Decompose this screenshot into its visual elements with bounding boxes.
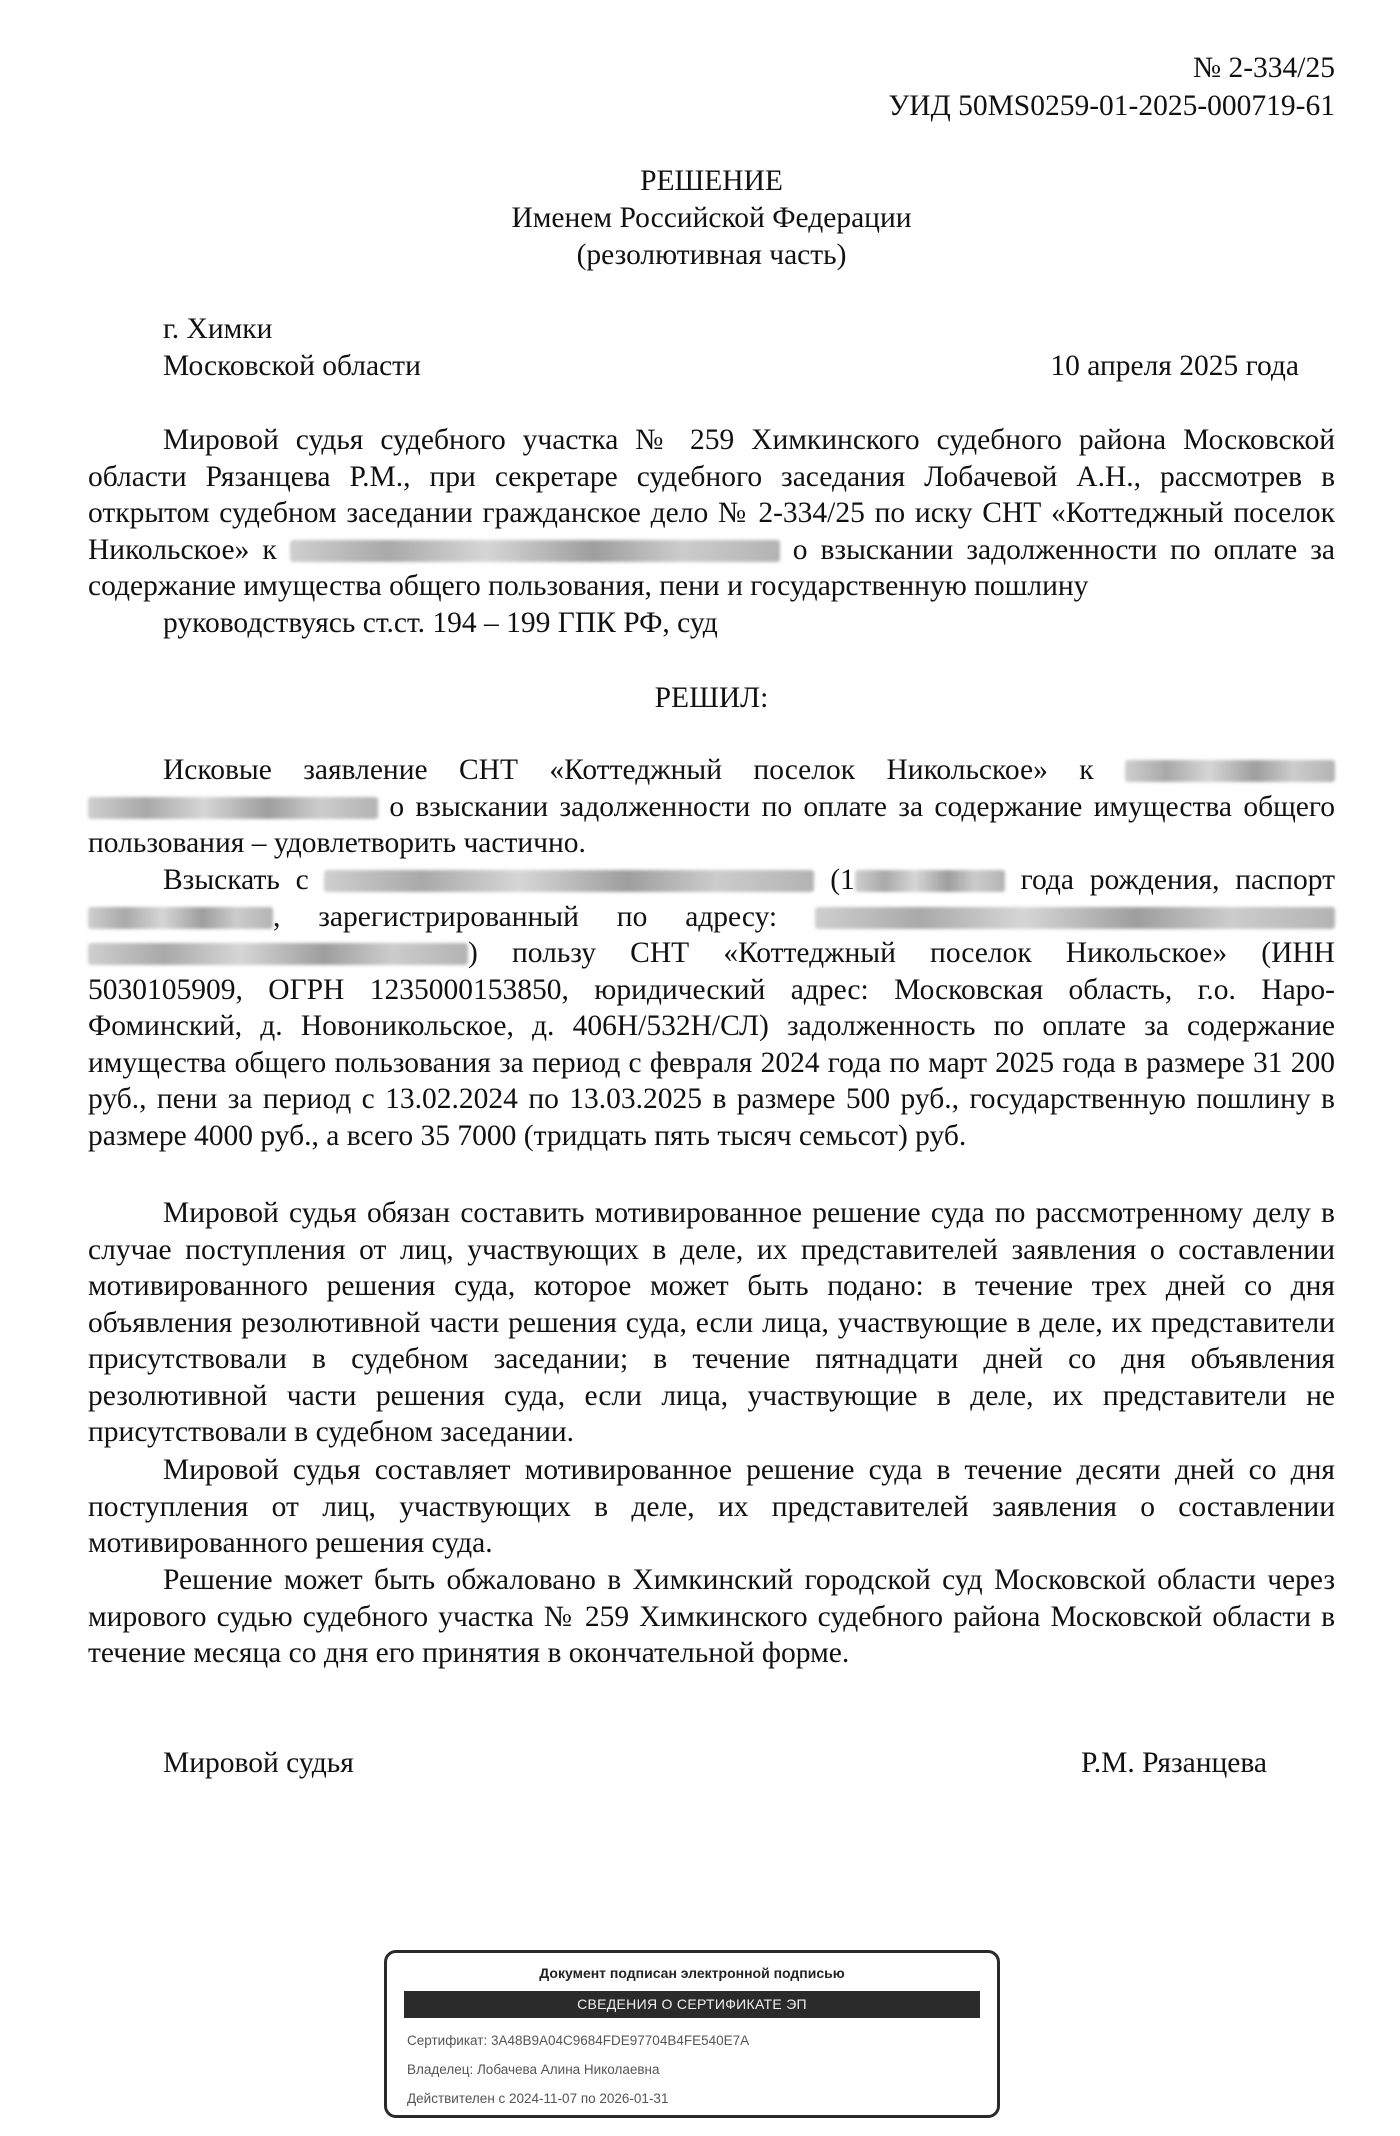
- signature-title: Мировой судья: [163, 1747, 354, 1779]
- stamp-title: Документ подписан электронной подписью: [539, 1965, 845, 1981]
- redacted-defendant-name: [290, 540, 780, 562]
- certificate-owner: Владелец: Лобачева Алина Николаевна: [407, 2062, 660, 2077]
- signature-name: Р.М. Рязанцева: [1081, 1747, 1267, 1779]
- case-uid: УИД 50MS0259-01-2025-000719-61: [888, 90, 1335, 122]
- document-title: РЕШЕНИЕ: [640, 165, 783, 197]
- recovery-text-1: Взыскать с: [163, 864, 309, 896]
- recovery-paragraph: [88, 862, 1335, 1154]
- redacted-debtor-name: [324, 870, 814, 892]
- recovery-text-2: (1: [830, 864, 855, 896]
- intro-text-start: Мировой судья судебного участка № 259 Химкинского судебного района Московской области Рязанцева Р.М., при секретаре судебного заседания Лобачевой А.Н., рассмотрев в открытом судебном заседании гражданское дело № 2-334/25 по иску СНТ «Коттеджный поселок Никольское» к: [88, 424, 1335, 566]
- redacted-defendant-given-name: [88, 797, 378, 819]
- certificate-number: Сертификат: 3A48B9A04C9684FDE97704B4FE540E7A: [407, 2033, 750, 2048]
- region: Московской области: [163, 350, 421, 382]
- claim-paragraph: [88, 752, 1335, 862]
- decision-date: 10 апреля 2025 года: [1050, 350, 1299, 382]
- claim-text-end: о взыскании задолженности по оплате за содержание имущества общего пользования – удовлетворить частично.: [88, 790, 1335, 859]
- redacted-address-line2: [88, 943, 468, 965]
- redacted-address-line1: [815, 907, 1335, 929]
- document-part-label: (резолютивная часть): [576, 239, 847, 271]
- city: г. Химки: [163, 313, 273, 345]
- redacted-birth-date: [855, 870, 1005, 892]
- intro-text-end: о взыскании задолженности по оплате за содержание имущества общего пользования, пени и государственную пошлину: [88, 533, 1336, 602]
- electronic-signature-stamp: [384, 1950, 1000, 2118]
- obligation-paragraph: Мировой судья обязан составить мотивированное решение суда по рассмотренному делу в случае поступления от лиц, участвующих в деле, их представителей заявления о составлении мотивированного решения суда, которое может быть подано: в течение трех дней со дня объявления резолютивной части решения суда, если лица, участвующие в деле, их представители присутствовали в судебном заседании; в течение пятнадцати дней со дня объявления резолютивной части решения суда, если лица, участвующие в деле, их представители не присутствовали в судебном заседании.: [88, 1197, 1335, 1448]
- claim-text-start: Исковые заявление СНТ «Коттеджный поселок Никольское» к: [163, 754, 1094, 786]
- case-number: № 2-334/25: [1192, 52, 1335, 84]
- certificate-validity: Действителен с 2024-11-07 по 2026-01-31: [407, 2091, 669, 2106]
- recovery-text-4: , зарегистрированный по адресу:: [273, 900, 778, 933]
- certificate-info-bar: СВЕДЕНИЯ О СЕРТИФИКАТЕ ЭП: [404, 1991, 980, 2018]
- redacted-passport: [88, 907, 273, 929]
- legal-basis-paragraph: руководствуясь ст.ст. 194 – 199 ГПК РФ, суд: [163, 607, 718, 639]
- resolved-heading: РЕШИЛ:: [654, 682, 769, 714]
- intro-paragraph: [88, 422, 1335, 605]
- recovery-text-5: ) пользу СНТ «Коттеджный поселок Никольское» (ИНН 5030105909, ОГРН 1235000153850, юридический адрес: Московская область, г.о. Наро-Фоминский, д. Новоникольское, д. 406Н/532Н/СЛ) задолженность по оплате за содержание имущества общего пользования за период с февраля 2024 года по март 2025 года в размере 31 200 руб., пени за период с 13.02.2024 по 13.03.2025 в размере 500 руб., государственную пошлину в размере 4000 руб., а всего 35 7000 (тридцать пять тысяч семьсот) руб.: [88, 937, 1335, 1152]
- appeal-paragraph: Решение может быть обжаловано в Химкинский городской суд Московской области через мирового судью судебного участка № 259 Химкинского судебного района Московской области в течение месяца со дня его принятия в окончательной форме.: [88, 1564, 1335, 1669]
- redacted-defendant-surname: [1125, 760, 1335, 782]
- document-subtitle: Именем Российской Федерации: [511, 202, 912, 234]
- recovery-text-3: года рождения, паспорт: [1020, 864, 1336, 896]
- composition-paragraph: Мировой судья составляет мотивированное решение суда в течение десяти дней со дня поступления от лиц, участвующих в деле, их представителей заявления о составлении мотивированного решения суда.: [88, 1454, 1335, 1559]
